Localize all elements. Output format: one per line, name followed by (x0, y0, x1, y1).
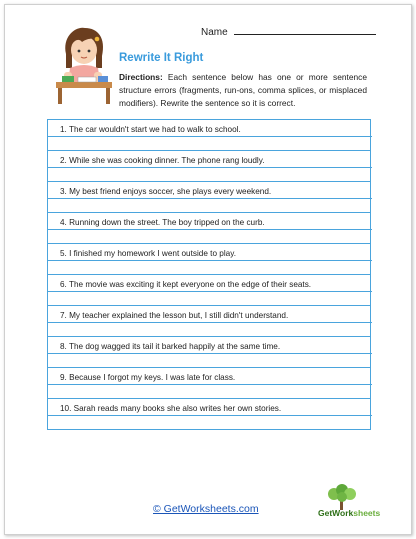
answer-line[interactable] (47, 384, 372, 385)
answer-line[interactable] (47, 167, 372, 168)
question-item (47, 367, 371, 398)
directions-label: Directions: (119, 72, 163, 82)
question-item (47, 274, 371, 305)
question-text: 5. I finished my homework I went outside to play. (60, 249, 236, 258)
question-text: 4. Running down the street. The boy tripped on the curb. (60, 218, 265, 227)
name-field[interactable] (201, 25, 376, 38)
question-text: 1. The car wouldn't start we had to walk to school. (60, 125, 241, 134)
question-text: 3. My best friend enjoys soccer, she plays every weekend. (60, 187, 272, 196)
question-item (47, 212, 371, 243)
girl-reading-at-desk-icon (52, 24, 114, 106)
name-line[interactable] (234, 25, 376, 35)
logo-text-b: sheets (353, 508, 381, 518)
question-item (47, 150, 371, 181)
answer-line[interactable] (47, 136, 372, 137)
answer-line[interactable] (47, 260, 372, 261)
question-text: 10. Sarah reads many books she also writes her own stories. (60, 404, 282, 413)
tree-logo-icon (310, 484, 374, 524)
question-item (47, 119, 371, 150)
answer-line[interactable] (47, 198, 372, 199)
answer-line[interactable] (47, 353, 372, 354)
question-list (47, 119, 371, 430)
name-label: Name (201, 27, 228, 38)
answer-line[interactable] (47, 229, 372, 230)
question-item (47, 398, 371, 429)
question-item (47, 336, 371, 367)
answer-line[interactable] (47, 291, 372, 292)
answer-line[interactable] (47, 415, 372, 416)
question-item (47, 243, 371, 274)
question-text: 7. My teacher explained the lesson but, I still didn't understand. (60, 311, 289, 320)
directions (119, 71, 367, 110)
worksheet-title: Rewrite It Right (119, 52, 204, 64)
question-text: 8. The dog wagged its tail it barked happily at the same time. (60, 342, 281, 351)
footer-link[interactable]: © GetWorksheets.com (153, 503, 259, 515)
question-item (47, 181, 371, 212)
directions-text: Each sentence below has one or more sentence structure errors (fragments, run-ons, comma splices, or misplaced modifiers). Rewrite the sentence so it is correct. (119, 72, 367, 108)
answer-line[interactable] (47, 322, 372, 323)
question-text: 9. Because I forgot my keys. I was late for class. (60, 373, 236, 382)
question-item (47, 305, 371, 336)
logo-text-a: GetWork (318, 508, 354, 518)
logo-wordmark (318, 508, 380, 518)
question-text: 2. While she was cooking dinner. The phone rang loudly. (60, 156, 265, 165)
question-text: 6. The movie was exciting it kept everyone on the edge of their seats. (60, 280, 312, 289)
